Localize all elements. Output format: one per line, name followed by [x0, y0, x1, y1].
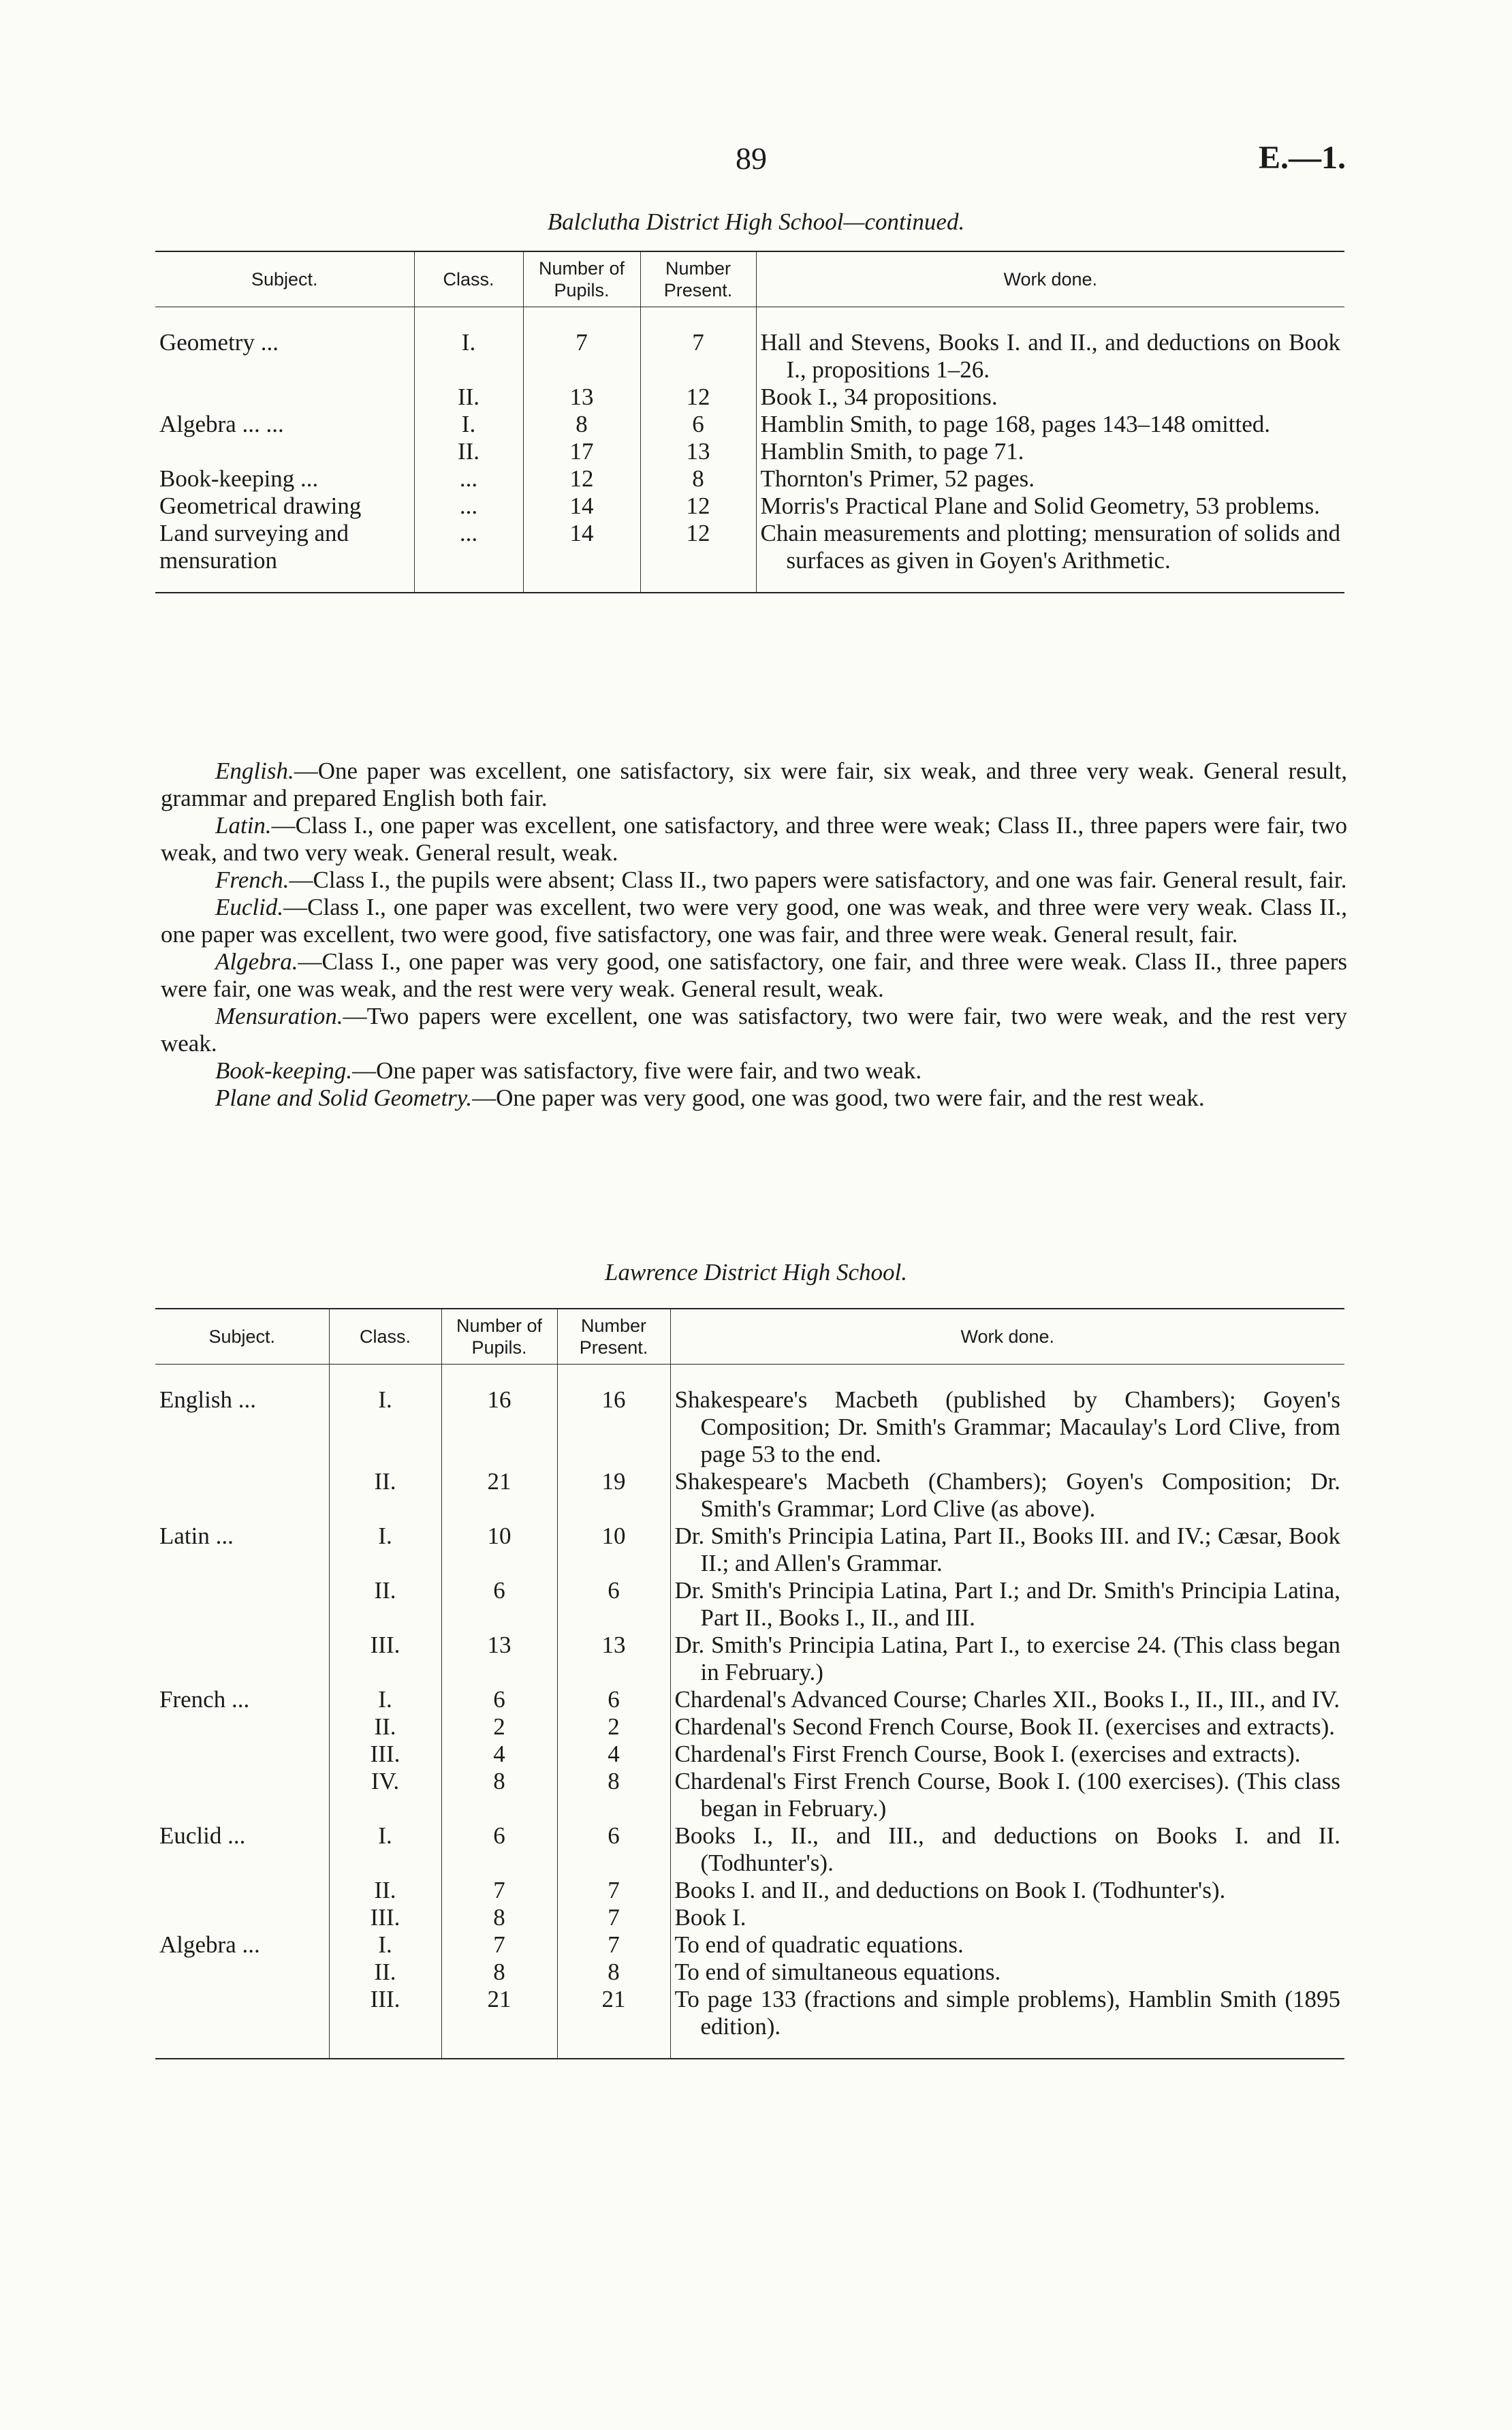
row-class: II.	[414, 438, 523, 465]
row-pupils: 2	[441, 1713, 557, 1741]
row-work	[756, 307, 1344, 384]
header-subject: Subject.	[155, 251, 414, 307]
row-subject	[155, 1741, 329, 1768]
remark-label: Mensuration.	[215, 1003, 343, 1029]
examination-remarks	[161, 758, 1347, 1112]
table-row	[155, 1904, 1344, 1931]
remark-text: —One paper was excellent, one satisfactory, six were fair, six weak, and three very weak. General result, grammar and prepared English both fair.	[161, 758, 1347, 811]
row-class: III.	[329, 1632, 441, 1686]
row-work	[670, 1741, 1344, 1768]
remark-paragraph	[161, 867, 1347, 894]
row-present: 4	[557, 1741, 670, 1768]
remark-paragraph	[161, 1057, 1347, 1085]
header-class: Class.	[414, 251, 523, 307]
row-work	[756, 384, 1344, 411]
row-work	[670, 1822, 1344, 1877]
work-text: Hall and Stevens, Books I. and II., and deductions on Book I., propositions 1–26.	[760, 329, 1340, 383]
row-work	[670, 1959, 1344, 1986]
row-subject: Book-keeping ...	[159, 465, 319, 492]
remark-label: Book-keeping.	[215, 1057, 353, 1084]
row-subject	[155, 1959, 329, 1986]
remark-label: Euclid.	[215, 894, 284, 920]
header-work: Work done.	[670, 1309, 1344, 1365]
table2-body	[155, 1365, 1344, 2059]
row-class: III.	[329, 1741, 441, 1768]
row-present: 2	[557, 1713, 670, 1741]
remark-text: —One paper was satisfactory, five were fair, and two weak.	[352, 1057, 922, 1084]
row-subject	[155, 438, 414, 465]
row-class: II.	[329, 1577, 441, 1632]
row-subject: Euclid ...	[159, 1822, 246, 1849]
row-pupils: 7	[523, 307, 640, 384]
row-subject: French ...	[159, 1686, 250, 1713]
table-row	[155, 493, 1344, 520]
remark-label: Algebra.	[215, 948, 298, 975]
row-pupils: 6	[441, 1822, 557, 1877]
row-pupils: 13	[441, 1632, 557, 1686]
work-text: To end of quadratic equations.	[674, 1931, 964, 1958]
row-class: III.	[329, 1986, 441, 2059]
row-subject	[155, 1877, 329, 1904]
work-text: Chardenal's First French Course, Book I. (100 exercises). (This class began in February.)	[674, 1768, 1340, 1822]
row-work	[670, 1768, 1344, 1822]
row-pupils: 7	[441, 1931, 557, 1959]
row-present: 12	[640, 520, 756, 593]
row-class: II.	[329, 1877, 441, 1904]
row-class: ...	[414, 520, 523, 593]
work-text: To page 133 (fractions and simple problems), Hamblin Smith (1895 edition).	[674, 1986, 1340, 2040]
remark-label: Latin.	[215, 812, 272, 839]
row-work	[756, 465, 1344, 493]
row-subject	[155, 1632, 329, 1686]
row-present: 7	[557, 1931, 670, 1959]
remark-paragraph	[161, 812, 1347, 867]
row-work	[670, 1931, 1344, 1959]
document-code: E.—1.	[1259, 140, 1346, 176]
row-pupils: 8	[441, 1904, 557, 1931]
row-present: 6	[557, 1686, 670, 1713]
remark-paragraph	[161, 758, 1347, 812]
row-present: 12	[640, 493, 756, 520]
row-pupils: 21	[441, 1986, 557, 2059]
work-text: Chardenal's Second French Course, Book II. (exercises and extracts).	[674, 1713, 1335, 1740]
table-row	[155, 438, 1344, 465]
row-subject: English ...	[159, 1386, 256, 1413]
header-class: Class.	[329, 1309, 441, 1365]
row-class: I.	[414, 307, 523, 384]
row-pupils: 7	[441, 1877, 557, 1904]
row-present: 19	[557, 1468, 670, 1523]
table-row	[155, 1468, 1344, 1523]
row-subject	[155, 1904, 329, 1931]
row-present: 8	[557, 1768, 670, 1822]
row-present: 8	[640, 465, 756, 493]
row-subject: Latin ...	[159, 1523, 234, 1549]
header-pupils: Number of Pupils.	[441, 1309, 557, 1365]
row-class: I.	[329, 1931, 441, 1959]
row-work	[756, 493, 1344, 520]
row-class: I.	[329, 1523, 441, 1577]
row-pupils: 12	[523, 465, 640, 493]
row-class: III.	[329, 1904, 441, 1931]
table-row	[155, 1959, 1344, 1986]
row-pupils: 8	[441, 1768, 557, 1822]
table1-body	[155, 307, 1344, 593]
table-row	[155, 1686, 1344, 1713]
work-text: Book I.	[674, 1904, 746, 1931]
row-present: 6	[557, 1822, 670, 1877]
remark-text: —Class I., one paper was excellent, one satisfactory, and three were weak; Class II., three papers were fair, two weak, and two very weak. General result, weak.	[161, 812, 1347, 866]
work-text: Thornton's Primer, 52 pages.	[760, 465, 1035, 492]
remark-paragraph	[161, 894, 1347, 948]
row-pupils: 8	[441, 1959, 557, 1986]
table-row	[155, 1931, 1344, 1959]
row-pupils: 14	[523, 520, 640, 593]
row-pupils: 17	[523, 438, 640, 465]
remark-text: —Class I., the pupils were absent; Class II., two papers were satisfactory, and one was fair. General result, fair.	[289, 867, 1347, 893]
row-present: 10	[557, 1523, 670, 1577]
row-subject: Geometrical drawing	[159, 493, 362, 519]
work-text: To end of simultaneous equations.	[674, 1959, 1001, 1985]
table-row	[155, 411, 1344, 438]
row-subject: Algebra ... ...	[159, 411, 284, 437]
row-class: I.	[329, 1822, 441, 1877]
header-work: Work done.	[756, 251, 1344, 307]
row-work	[756, 438, 1344, 465]
row-present: 6	[640, 411, 756, 438]
work-text: Book I., 34 propositions.	[760, 384, 998, 410]
table-row	[155, 465, 1344, 493]
table-row	[155, 1822, 1344, 1877]
work-text: Dr. Smith's Principia Latina, Part I.; and Dr. Smith's Principia Latina, Part II., Books I., II., and III.	[674, 1577, 1340, 1631]
header-pupils: Number of Pupils.	[523, 251, 640, 307]
row-class: II.	[329, 1713, 441, 1741]
work-text: Chardenal's Advanced Course; Charles XII., Books I., II., III., and IV.	[674, 1686, 1340, 1713]
row-work	[756, 411, 1344, 438]
work-text: Dr. Smith's Principia Latina, Part I., to exercise 24. (This class began in February.)	[674, 1632, 1340, 1685]
row-present: 13	[640, 438, 756, 465]
row-subject	[155, 1768, 329, 1822]
work-text: Shakespeare's Macbeth (published by Chambers); Goyen's Composition; Dr. Smith's Grammar; Macaulay's Lord Clive, from page 53 to the end.	[674, 1386, 1340, 1467]
row-class: II.	[329, 1468, 441, 1523]
work-text: Shakespeare's Macbeth (Chambers); Goyen's Composition; Dr. Smith's Grammar; Lord Clive (as above).	[674, 1468, 1340, 1522]
table-row	[155, 1365, 1344, 1469]
remark-label: French.	[215, 867, 289, 893]
work-text: Books I. and II., and deductions on Book I. (Todhunter's).	[674, 1877, 1226, 1903]
work-text: Books I., II., and III., and deductions on Books I. and II. (Todhunter's).	[674, 1822, 1340, 1876]
remark-text: —Two papers were excellent, one was satisfactory, two were fair, two were weak, and the rest very weak.	[161, 1003, 1347, 1057]
row-pupils: 21	[441, 1468, 557, 1523]
row-present: 16	[557, 1365, 670, 1469]
row-work	[670, 1713, 1344, 1741]
row-subject: Algebra ...	[159, 1931, 260, 1958]
table-row	[155, 1768, 1344, 1822]
row-work	[670, 1986, 1344, 2059]
table-row	[155, 1877, 1344, 1904]
row-subject	[155, 1713, 329, 1741]
row-pupils: 13	[523, 384, 640, 411]
table-row	[155, 307, 1344, 384]
row-present: 6	[557, 1577, 670, 1632]
row-class: II.	[329, 1959, 441, 1986]
table-row	[155, 1632, 1344, 1686]
row-class: ...	[414, 465, 523, 493]
row-present: 7	[557, 1877, 670, 1904]
header-present: Number Present.	[640, 251, 756, 307]
table-row	[155, 1577, 1344, 1632]
row-work	[670, 1632, 1344, 1686]
row-present: 12	[640, 384, 756, 411]
row-class: IV.	[329, 1768, 441, 1822]
row-pupils: 6	[441, 1577, 557, 1632]
header-present: Number Present.	[557, 1309, 670, 1365]
table-row	[155, 520, 1344, 593]
row-work	[670, 1686, 1344, 1713]
row-class: I.	[329, 1365, 441, 1469]
work-text: Chardenal's First French Course, Book I. (exercises and extracts).	[674, 1741, 1301, 1767]
remark-text: —Class I., one paper was excellent, two were very good, one was weak, and three were very weak. Class II., one paper was excellent, two were good, five satisfactory, one was fair, and three were weak. General result, fair.	[161, 894, 1347, 948]
work-text: Chain measurements and plotting; mensuration of solids and surfaces as given in Goyen's Arithmetic.	[760, 520, 1340, 574]
row-work	[670, 1468, 1344, 1523]
row-work	[670, 1523, 1344, 1577]
remark-paragraph	[161, 1003, 1347, 1057]
row-present: 8	[557, 1959, 670, 1986]
table1-caption: Balclutha District High School—continued.	[547, 208, 965, 235]
remark-paragraph	[161, 1085, 1347, 1112]
remark-text: —Class I., one paper was very good, one satisfactory, one fair, and three were weak. Class II., three papers were fair, one was weak, and the rest were very weak. General result, weak.	[161, 948, 1347, 1002]
row-class: I.	[414, 411, 523, 438]
table2-caption: Lawrence District High School.	[605, 1259, 907, 1286]
row-work	[756, 520, 1344, 593]
row-pupils: 8	[523, 411, 640, 438]
row-class: I.	[329, 1686, 441, 1713]
table-row	[155, 384, 1344, 411]
row-pupils: 14	[523, 493, 640, 520]
row-work	[670, 1577, 1344, 1632]
row-pupils: 6	[441, 1686, 557, 1713]
remark-text: —One paper was very good, one was good, two were fair, and the rest weak.	[472, 1085, 1205, 1111]
row-pupils: 4	[441, 1741, 557, 1768]
remark-paragraph	[161, 948, 1347, 1003]
table-row	[155, 1741, 1344, 1768]
row-work	[670, 1365, 1344, 1469]
row-present: 13	[557, 1632, 670, 1686]
work-text: Hamblin Smith, to page 71.	[760, 438, 1024, 465]
row-subject	[155, 1986, 329, 2059]
page-number: 89	[736, 141, 767, 176]
work-text: Hamblin Smith, to page 168, pages 143–148 omitted.	[760, 411, 1271, 437]
row-work	[670, 1877, 1344, 1904]
row-subject: Geometry ...	[159, 329, 279, 356]
balclutha-table	[155, 251, 1344, 593]
remark-label: English.	[215, 758, 294, 784]
row-class: ...	[414, 493, 523, 520]
table-row	[155, 1713, 1344, 1741]
work-text: Morris's Practical Plane and Solid Geometry, 53 problems.	[760, 493, 1321, 519]
row-pupils: 16	[441, 1365, 557, 1469]
remark-label: Plane and Solid Geometry.	[215, 1085, 473, 1111]
row-present: 7	[557, 1904, 670, 1931]
header-subject: Subject.	[155, 1309, 329, 1365]
row-present: 21	[557, 1986, 670, 2059]
row-class: II.	[414, 384, 523, 411]
row-present: 7	[640, 307, 756, 384]
row-subject	[155, 384, 414, 411]
row-subject	[155, 1577, 329, 1632]
row-work	[670, 1904, 1344, 1931]
work-text: Dr. Smith's Principia Latina, Part II., Books III. and IV.; Cæsar, Book II.; and Allen's Grammar.	[674, 1523, 1340, 1576]
row-subject	[155, 1468, 329, 1523]
row-pupils: 10	[441, 1523, 557, 1577]
row-subject: Land surveying and mensuration	[155, 520, 414, 593]
table-row	[155, 1986, 1344, 2059]
lawrence-table	[155, 1308, 1344, 2059]
table-row	[155, 1523, 1344, 1577]
